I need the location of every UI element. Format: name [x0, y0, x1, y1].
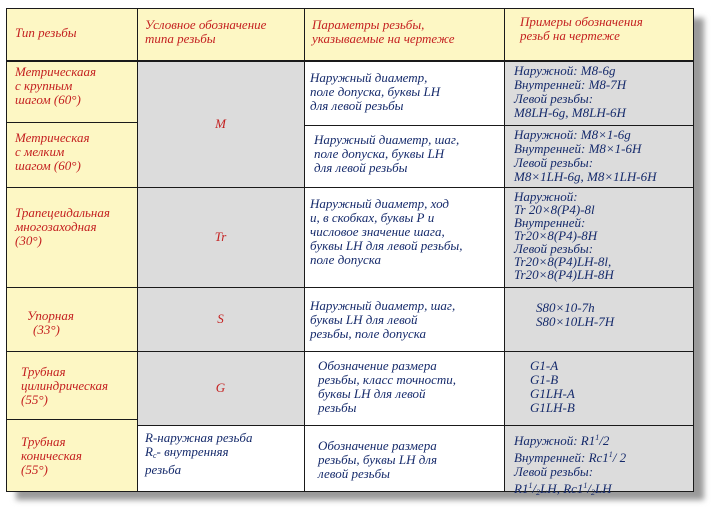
grid-line: [137, 9, 138, 491]
params-pipe-cyl: [304, 351, 504, 425]
example-line: G1-A: [530, 358, 559, 373]
params-line: левой резьбы: [318, 466, 390, 481]
example-line: Tr 20×8(P4)-8l: [514, 202, 595, 217]
type-line: многозаходная: [15, 219, 97, 234]
example-line: Наружной:: [514, 189, 578, 204]
params-line: для левой резьбы: [314, 160, 408, 175]
grid-line: [7, 187, 693, 188]
symbol-value: Tr: [214, 229, 227, 244]
thread-table: [6, 8, 694, 497]
example-line: G1-B: [530, 372, 559, 387]
header-params-line: Параметры резьбы,: [312, 17, 425, 32]
example-line: Tr20×8(P4)-8H: [514, 228, 598, 243]
type-line: (33°): [33, 322, 60, 337]
grid-line: [304, 125, 693, 126]
params-line: Обозначение размера: [318, 358, 437, 373]
type-line: шагом (60°): [15, 92, 81, 107]
params-line: резьбы: [318, 400, 357, 415]
example-line: М8×1LH-6g, М8×1LH-6H: [514, 169, 657, 184]
example-line: Внутренней: $Rc1^1/$ 2: [514, 450, 627, 465]
type-line: Трапецеидальная: [15, 205, 110, 220]
symbol-value: M: [215, 116, 226, 131]
examples-metric-coarse: [504, 61, 693, 125]
type-line: (30°): [15, 233, 42, 248]
header-params-line: указываемые на чертеже: [312, 31, 455, 46]
example-line: Tr20×8(P4)LH-8l,: [514, 254, 612, 269]
symbol-pipe-cyl: [137, 351, 304, 425]
symbol-value: S: [217, 311, 224, 326]
symbol-stop: [137, 287, 304, 351]
params-line: резьбы, буквы LH для: [318, 452, 437, 467]
conic-symbol-line: $R_c-$ внутренняя: [145, 444, 229, 460]
grid-line: [137, 425, 693, 426]
symbol-metric: [137, 61, 304, 187]
header-symbol: [137, 9, 304, 61]
params-line: числовое значение шага,: [310, 224, 445, 239]
params-line: буквы LH для левой: [318, 386, 426, 401]
params-line: резьбы, класс точности,: [318, 372, 456, 387]
grid-line: [7, 419, 137, 420]
params-line: поле допуска, буквы LH: [314, 146, 445, 161]
type-pipe-conic: [7, 425, 137, 489]
type-line: Метрическаая: [15, 64, 97, 79]
params-line: резьбы, поле допуска: [310, 326, 426, 341]
params-line: Наружный диаметр, ход: [310, 196, 449, 211]
symbol-trap: [137, 187, 304, 287]
params-line: и, в скобках, буквы Р и: [310, 210, 435, 225]
example-line: G1LH-A: [530, 386, 575, 401]
params-line: поле допуска: [310, 252, 382, 267]
header-symbol-line: Условное обозначение: [145, 17, 267, 32]
type-metric-coarse: [7, 61, 137, 119]
type-line: Упорная: [27, 308, 74, 323]
grid-line: [504, 9, 505, 491]
conic-symbol-line: R-наружная резьба: [145, 430, 253, 445]
example-line: Левой резьбы:: [514, 91, 594, 106]
example-line: G1LH-B: [530, 400, 575, 415]
type-line: Трубная: [21, 434, 66, 449]
header-symbol-line: типа резьбы: [145, 31, 216, 46]
type-line: с крупным: [15, 78, 73, 93]
params-line: буквы LH для левой резьбы,: [310, 238, 463, 253]
example-line: S80×10-7h: [536, 300, 595, 315]
params-stop: [304, 287, 504, 351]
grid-line: [304, 9, 305, 491]
grid-line: [7, 122, 137, 123]
grid-line: [7, 287, 693, 288]
examples-stop: [504, 287, 693, 351]
header-type-label: Тип резьбы: [15, 25, 77, 40]
params-metric-coarse: [304, 61, 504, 125]
examples-trap: [504, 187, 693, 287]
example-line: Левой резьбы:: [514, 241, 594, 256]
grid-line: [7, 61, 693, 62]
example-line: Внутренней: М8×1-6Н: [514, 141, 642, 156]
example-line: Внутренней: М8-7Н: [514, 77, 627, 92]
example-line: Tr20×8(P4)LH-8H: [514, 267, 614, 282]
type-line: шагом (60°): [15, 158, 81, 173]
params-line: для левой резьбы: [310, 98, 404, 113]
params-line: поле допуска, буквы LH: [310, 84, 441, 99]
type-line: (55°): [21, 462, 48, 477]
type-stop: [7, 289, 137, 349]
conic-symbol-line: резьба: [145, 462, 182, 477]
params-metric-fine: [304, 125, 504, 187]
example-line: Левой резьбы:: [514, 464, 594, 479]
header-examples-line: Примеры обозначения: [520, 14, 643, 29]
example-line: Наружной: $R1^1/2$: [514, 433, 610, 448]
header-type: [7, 9, 137, 61]
example-line: Наружной: М8-6g: [514, 63, 616, 78]
type-metric-fine: [7, 124, 137, 184]
params-pipe-conic: [304, 425, 504, 491]
type-line: цилиндрическая: [21, 378, 109, 393]
symbol-value: G: [215, 380, 226, 395]
params-line: Обозначение размера: [318, 438, 437, 453]
examples-pipe-cyl: [504, 351, 693, 425]
params-line: Наружный диаметр,: [310, 70, 428, 85]
type-line: коническая: [21, 448, 82, 463]
type-trapezoidal: [7, 190, 137, 285]
example-line: Наружной: М8×1-6g: [514, 127, 631, 142]
example-line: Левой резьбы:: [514, 155, 594, 170]
header-params: [304, 9, 504, 61]
type-line: Трубная: [21, 364, 66, 379]
example-line: Внутренней:: [514, 215, 586, 230]
example-line: $R1^1/_2LH$, $Rc1^1/_2LH$: [514, 481, 612, 497]
header-examples: [504, 9, 693, 61]
type-line: Метрическая: [15, 130, 90, 145]
examples-pipe-conic: [504, 425, 693, 497]
example-line: M8LH-6g, M8LH-6H: [514, 105, 626, 120]
example-line: S80×10LH-7H: [536, 314, 615, 329]
header-examples-line: резьб на чертеже: [520, 28, 620, 43]
params-line: буквы LH для левой: [310, 312, 418, 327]
params-line: Наружный диаметр, шаг,: [314, 132, 460, 147]
type-line: (55°): [21, 392, 48, 407]
params-line: Наружный диаметр, шаг,: [310, 298, 456, 313]
symbol-pipe-conic: [137, 425, 304, 491]
grid-line: [7, 351, 693, 352]
type-line: с мелким: [15, 144, 65, 159]
examples-metric-fine: [504, 125, 693, 187]
params-trap: [304, 187, 504, 287]
type-pipe-cyl: [7, 355, 137, 417]
